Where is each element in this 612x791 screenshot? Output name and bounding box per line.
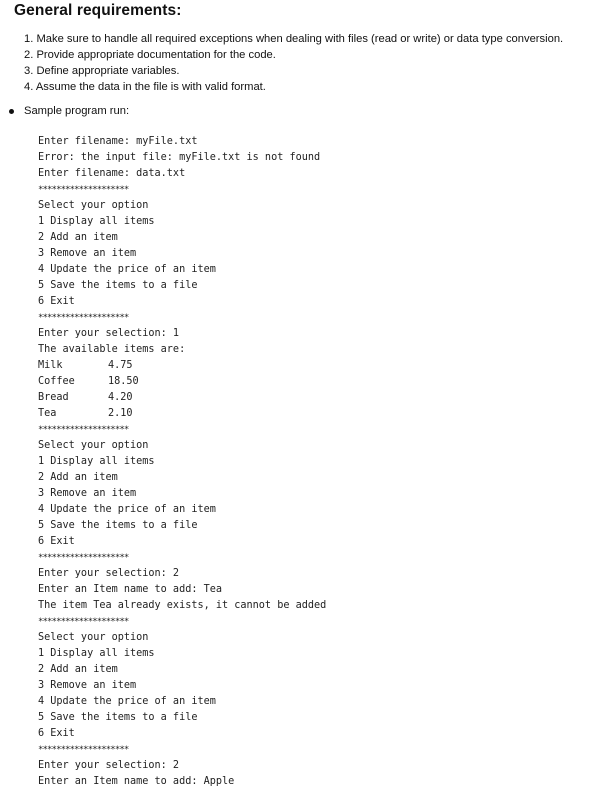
console-line: Enter filename: myFile.txt <box>38 136 198 147</box>
console-separator: ******************** <box>38 185 129 195</box>
console-separator: ******************** <box>38 745 129 755</box>
requirement-item: 2. Provide appropriate documentation for the code. <box>24 49 276 61</box>
item-name: Milk <box>38 360 63 371</box>
requirement-item: 1. Make sure to handle all required exceptions when dealing with files (read or write) or data type conversion. <box>24 33 564 45</box>
page-title: General requirements: <box>14 2 182 19</box>
menu-option: 1 Display all items <box>38 648 155 659</box>
item-row <box>38 406 326 422</box>
menu-option: 5 Save the items to a file <box>38 520 198 531</box>
console-line: Enter an Item name to add: Tea <box>38 584 223 595</box>
console-line: Enter your selection: 2 <box>38 760 180 771</box>
console-separator: ******************** <box>38 313 129 323</box>
requirements-list <box>24 31 563 95</box>
console-separator: ******************** <box>38 553 129 563</box>
console-separator: ******************** <box>38 425 129 435</box>
menu-option: 6 Exit <box>38 536 75 547</box>
menu-option: 6 Exit <box>38 296 75 307</box>
bullet-icon <box>9 109 14 114</box>
item-price: 4.75 <box>108 360 133 371</box>
item-row <box>38 358 326 374</box>
console-line: The available items are: <box>38 344 186 355</box>
item-price: 18.50 <box>108 376 139 387</box>
console-line: Enter your selection: 2 <box>38 568 180 579</box>
requirement-item: 4. Assume the data in the file is with valid format. <box>24 81 266 93</box>
console-error-line: Error: the input file: myFile.txt is not found <box>38 152 321 163</box>
menu-title: Select your option <box>38 440 149 451</box>
menu-option: 2 Add an item <box>38 232 118 243</box>
item-row <box>38 374 326 390</box>
item-price: 2.10 <box>108 408 133 419</box>
menu-option: 1 Display all items <box>38 216 155 227</box>
console-output <box>38 134 326 790</box>
item-name: Bread <box>38 392 69 403</box>
menu-option: 5 Save the items to a file <box>38 712 198 723</box>
console-line: Enter your selection: 1 <box>38 328 180 339</box>
menu-option: 3 Remove an item <box>38 248 137 259</box>
menu-option: 1 Display all items <box>38 456 155 467</box>
menu-option: 3 Remove an item <box>38 488 137 499</box>
menu-option: 5 Save the items to a file <box>38 280 198 291</box>
menu-option: 6 Exit <box>38 728 75 739</box>
menu-option: 4 Update the price of an item <box>38 264 216 275</box>
console-line: Enter an Item name to add: Apple <box>38 776 235 787</box>
sample-run-bullet <box>24 105 129 117</box>
menu-option: 4 Update the price of an item <box>38 696 216 707</box>
item-price: 4.20 <box>108 392 133 403</box>
item-name: Coffee <box>38 376 75 387</box>
console-separator: ******************** <box>38 617 129 627</box>
requirement-item: 3. Define appropriate variables. <box>24 65 180 77</box>
menu-option: 2 Add an item <box>38 664 118 675</box>
menu-option: 4 Update the price of an item <box>38 504 216 515</box>
console-line: The item Tea already exists, it cannot be added <box>38 600 327 611</box>
sample-run-label: Sample program run: <box>24 105 130 117</box>
item-row <box>38 390 326 406</box>
menu-option: 3 Remove an item <box>38 680 137 691</box>
menu-option: 2 Add an item <box>38 472 118 483</box>
menu-title: Select your option <box>38 200 149 211</box>
item-name: Tea <box>38 408 57 419</box>
menu-title: Select your option <box>38 632 149 643</box>
console-line: Enter filename: data.txt <box>38 168 186 179</box>
